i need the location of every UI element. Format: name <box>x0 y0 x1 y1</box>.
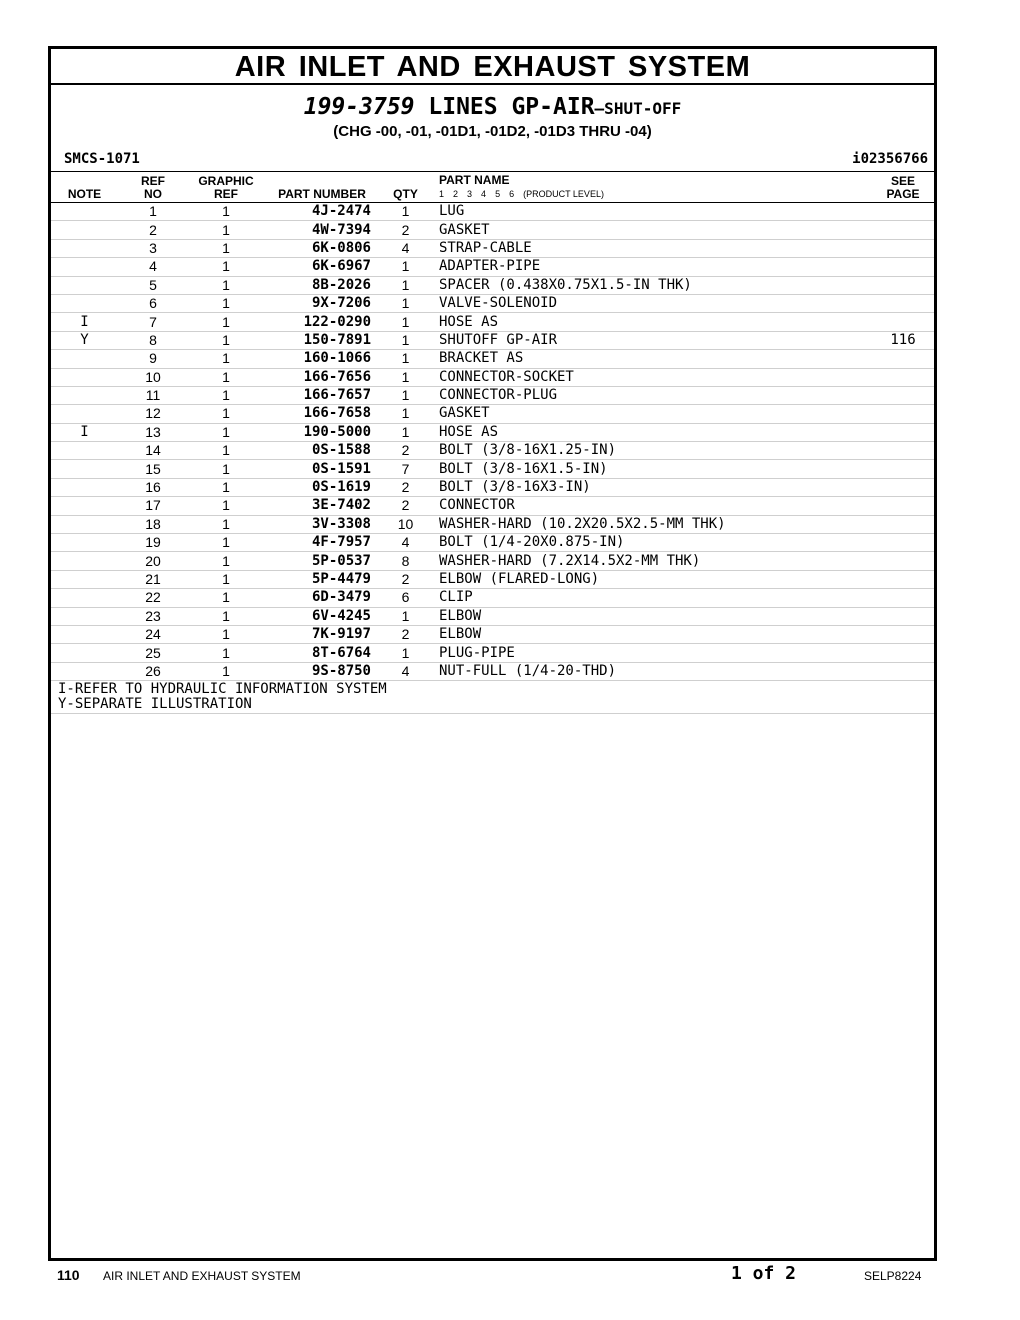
see-page <box>872 662 934 680</box>
quantity: 2 <box>380 442 431 460</box>
col-see-page-line1: SEE <box>890 174 915 188</box>
document-id: i02356766 <box>852 151 928 167</box>
quantity: 1 <box>380 313 431 331</box>
table-row <box>51 386 934 404</box>
col-ref-no-line1: REF <box>141 174 165 188</box>
part-name: STRAP-CABLE <box>431 239 872 257</box>
part-note <box>51 239 118 257</box>
graphic-ref: 1 <box>188 662 264 680</box>
table-row <box>51 350 934 368</box>
see-page <box>872 589 934 607</box>
table-row <box>51 534 934 552</box>
part-name: HOSE AS <box>431 423 872 441</box>
part-number: 150-7891 <box>264 331 380 349</box>
part-name: ELBOW (FLARED-LONG) <box>431 570 872 588</box>
table-row <box>51 662 934 680</box>
part-note <box>51 221 118 239</box>
ref-no: 21 <box>118 570 188 588</box>
see-page <box>872 405 934 423</box>
graphic-ref: 1 <box>188 497 264 515</box>
quantity: 1 <box>380 294 431 312</box>
table-row <box>51 313 934 331</box>
level-6: 6 <box>509 189 515 199</box>
graphic-ref: 1 <box>188 203 264 221</box>
see-page <box>872 570 934 588</box>
part-name: CONNECTOR-SOCKET <box>431 368 872 386</box>
quantity: 4 <box>380 534 431 552</box>
table-row <box>51 239 934 257</box>
level-4: 4 <box>481 189 487 199</box>
part-number: 7K-9197 <box>264 625 380 643</box>
parts-table <box>51 171 934 681</box>
quantity: 4 <box>380 662 431 680</box>
smcs-code: SMCS-1071 <box>64 151 140 167</box>
part-note <box>51 534 118 552</box>
part-note <box>51 350 118 368</box>
graphic-ref: 1 <box>188 294 264 312</box>
ref-no: 24 <box>118 625 188 643</box>
ref-no: 11 <box>118 386 188 404</box>
see-page <box>872 239 934 257</box>
part-number: 166-7658 <box>264 405 380 423</box>
ref-no: 3 <box>118 239 188 257</box>
part-number: 5P-4479 <box>264 570 380 588</box>
table-row <box>51 368 934 386</box>
footer-publication: SELP8224 <box>864 1269 922 1283</box>
part-note <box>51 607 118 625</box>
change-line: (CHG -00, -01, -01D1, -01D2, -01D3 THRU -04) <box>333 123 652 140</box>
col-qty: QTY <box>380 172 431 203</box>
see-page: 116 <box>872 331 934 349</box>
table-row <box>51 570 934 588</box>
col-see-page-line2: PAGE <box>886 187 920 201</box>
see-page <box>872 625 934 643</box>
part-note: Y <box>51 331 118 349</box>
col-graphic-ref <box>188 172 264 203</box>
ref-no: 23 <box>118 607 188 625</box>
quantity: 8 <box>380 552 431 570</box>
part-number: 8T-6764 <box>264 644 380 662</box>
quantity: 1 <box>380 203 431 221</box>
part-number: 6K-0806 <box>264 239 380 257</box>
ref-no: 7 <box>118 313 188 331</box>
part-number: 190-5000 <box>264 423 380 441</box>
part-note <box>51 515 118 533</box>
quantity: 2 <box>380 221 431 239</box>
see-page <box>872 607 934 625</box>
quantity: 7 <box>380 460 431 478</box>
note-y: Y-SEPARATE ILLUSTRATION <box>58 696 252 713</box>
ref-no: 19 <box>118 534 188 552</box>
part-name: ADAPTER-PIPE <box>431 258 872 276</box>
see-page <box>872 368 934 386</box>
graphic-ref: 1 <box>188 625 264 643</box>
table-row <box>51 276 934 294</box>
level-1: 1 <box>439 189 445 199</box>
ref-no: 26 <box>118 662 188 680</box>
part-note <box>51 442 118 460</box>
quantity: 1 <box>380 386 431 404</box>
graphic-ref: 1 <box>188 423 264 441</box>
level-3: 3 <box>467 189 473 199</box>
table-row <box>51 331 934 349</box>
smcs-row <box>51 149 934 171</box>
quantity: 2 <box>380 570 431 588</box>
graphic-ref: 1 <box>188 607 264 625</box>
part-note <box>51 662 118 680</box>
ref-no: 20 <box>118 552 188 570</box>
col-part-name <box>431 172 872 203</box>
see-page <box>872 350 934 368</box>
table-row <box>51 552 934 570</box>
see-page <box>872 644 934 662</box>
col-part-name-label: PART NAME <box>439 173 510 187</box>
quantity: 2 <box>380 625 431 643</box>
footer-section-name: AIR INLET AND EXHAUST SYSTEM <box>103 1269 301 1283</box>
ref-no: 8 <box>118 331 188 349</box>
see-page <box>872 386 934 404</box>
see-page <box>872 534 934 552</box>
part-name: BOLT (3/8-16X3-IN) <box>431 478 872 496</box>
part-name: NUT-FULL (1/4-20-THD) <box>431 662 872 680</box>
col-ref-no <box>118 172 188 203</box>
level-label: (PRODUCT LEVEL) <box>523 189 604 199</box>
graphic-ref: 1 <box>188 460 264 478</box>
ref-no: 17 <box>118 497 188 515</box>
part-name: CONNECTOR-PLUG <box>431 386 872 404</box>
ref-no: 9 <box>118 350 188 368</box>
level-5: 5 <box>495 189 501 199</box>
table-row <box>51 589 934 607</box>
part-note <box>51 589 118 607</box>
notes-section <box>51 681 934 714</box>
part-number: 8B-2026 <box>264 276 380 294</box>
ref-no: 5 <box>118 276 188 294</box>
part-number: 3E-7402 <box>264 497 380 515</box>
table-row <box>51 478 934 496</box>
see-page <box>872 276 934 294</box>
part-name: CONNECTOR <box>431 497 872 515</box>
system-title: AIR INLET AND EXHAUST SYSTEM <box>51 49 934 85</box>
part-note <box>51 203 118 221</box>
see-page <box>872 442 934 460</box>
part-note <box>51 497 118 515</box>
part-name: CLIP <box>431 589 872 607</box>
col-graphic-ref-line2: REF <box>214 187 238 201</box>
quantity: 1 <box>380 276 431 294</box>
graphic-ref: 1 <box>188 386 264 404</box>
quantity: 1 <box>380 644 431 662</box>
table-row <box>51 423 934 441</box>
quantity: 10 <box>380 515 431 533</box>
part-number: 6V-4245 <box>264 607 380 625</box>
ref-no: 1 <box>118 203 188 221</box>
part-number: 4W-7394 <box>264 221 380 239</box>
part-number: 4F-7957 <box>264 534 380 552</box>
see-page <box>872 203 934 221</box>
graphic-ref: 1 <box>188 515 264 533</box>
part-note <box>51 460 118 478</box>
see-page <box>872 258 934 276</box>
table-row <box>51 515 934 533</box>
part-note <box>51 405 118 423</box>
graphic-ref: 1 <box>188 331 264 349</box>
ref-no: 6 <box>118 294 188 312</box>
footer-page-number: 110 <box>57 1267 80 1283</box>
part-name: ELBOW <box>431 607 872 625</box>
part-number: 6D-3479 <box>264 589 380 607</box>
graphic-ref: 1 <box>188 552 264 570</box>
parts-table-body <box>51 203 934 681</box>
graphic-ref: 1 <box>188 570 264 588</box>
graphic-ref: 1 <box>188 221 264 239</box>
part-note <box>51 478 118 496</box>
part-name: SHUTOFF GP-AIR <box>431 331 872 349</box>
part-name: HOSE AS <box>431 313 872 331</box>
part-number: 6K-6967 <box>264 258 380 276</box>
ref-no: 22 <box>118 589 188 607</box>
quantity: 1 <box>380 368 431 386</box>
quantity: 1 <box>380 607 431 625</box>
page-footer <box>0 1263 1020 1287</box>
graphic-ref: 1 <box>188 589 264 607</box>
ref-no: 13 <box>118 423 188 441</box>
quantity: 2 <box>380 497 431 515</box>
table-row <box>51 405 934 423</box>
quantity: 2 <box>380 478 431 496</box>
part-number: 0S-1588 <box>264 442 380 460</box>
part-name: PLUG-PIPE <box>431 644 872 662</box>
part-number: 0S-1619 <box>264 478 380 496</box>
part-name: GASKET <box>431 405 872 423</box>
part-name: SPACER (0.438X0.75X1.5-IN THK) <box>431 276 872 294</box>
table-row <box>51 203 934 221</box>
part-name: ELBOW <box>431 625 872 643</box>
product-levels <box>439 188 872 201</box>
part-name: BOLT (3/8-16X1.5-IN) <box>431 460 872 478</box>
note-i: I-REFER TO HYDRAULIC INFORMATION SYSTEM <box>58 681 387 698</box>
ref-no: 25 <box>118 644 188 662</box>
graphic-ref: 1 <box>188 350 264 368</box>
part-name: BOLT (3/8-16X1.25-IN) <box>431 442 872 460</box>
quantity: 4 <box>380 239 431 257</box>
quantity: 1 <box>380 423 431 441</box>
quantity: 1 <box>380 258 431 276</box>
graphic-ref: 1 <box>188 478 264 496</box>
part-number: 9S-8750 <box>264 662 380 680</box>
table-row <box>51 294 934 312</box>
ref-no: 2 <box>118 221 188 239</box>
see-page <box>872 497 934 515</box>
col-note: NOTE <box>51 172 118 203</box>
col-see-page <box>872 172 934 203</box>
part-note <box>51 258 118 276</box>
part-name: GASKET <box>431 221 872 239</box>
see-page <box>872 313 934 331</box>
table-row <box>51 221 934 239</box>
ref-no: 12 <box>118 405 188 423</box>
part-name: LUG <box>431 203 872 221</box>
quantity: 1 <box>380 405 431 423</box>
part-number: 3V-3308 <box>264 515 380 533</box>
see-page <box>872 294 934 312</box>
see-page <box>872 478 934 496</box>
part-number: 166-7657 <box>264 386 380 404</box>
level-2: 2 <box>453 189 459 199</box>
table-row <box>51 497 934 515</box>
ref-no: 15 <box>118 460 188 478</box>
group-suffix: —SHUT-OFF <box>594 99 682 118</box>
part-note: I <box>51 423 118 441</box>
part-name: WASHER-HARD (7.2X14.5X2-MM THK) <box>431 552 872 570</box>
see-page <box>872 515 934 533</box>
part-name: WASHER-HARD (10.2X20.5X2.5-MM THK) <box>431 515 872 533</box>
part-note <box>51 570 118 588</box>
table-row <box>51 442 934 460</box>
group-title <box>51 93 934 123</box>
part-number: 5P-0537 <box>264 552 380 570</box>
part-number: 122-0290 <box>264 313 380 331</box>
group-number: 199-3759 <box>303 94 415 120</box>
ref-no: 16 <box>118 478 188 496</box>
col-ref-no-line2: NO <box>144 187 162 201</box>
part-note <box>51 276 118 294</box>
part-number: 160-1066 <box>264 350 380 368</box>
graphic-ref: 1 <box>188 644 264 662</box>
part-note <box>51 552 118 570</box>
table-row <box>51 460 934 478</box>
part-number: 166-7656 <box>264 368 380 386</box>
part-note <box>51 368 118 386</box>
ref-no: 4 <box>118 258 188 276</box>
part-name: BOLT (1/4-20X0.875-IN) <box>431 534 872 552</box>
ref-no: 10 <box>118 368 188 386</box>
graphic-ref: 1 <box>188 405 264 423</box>
part-note <box>51 294 118 312</box>
part-note <box>51 625 118 643</box>
part-name: BRACKET AS <box>431 350 872 368</box>
graphic-ref: 1 <box>188 239 264 257</box>
graphic-ref: 1 <box>188 442 264 460</box>
footer-page-of: 1 of 2 <box>731 1263 797 1284</box>
see-page <box>872 423 934 441</box>
graphic-ref: 1 <box>188 534 264 552</box>
table-row <box>51 625 934 643</box>
part-number: 9X-7206 <box>264 294 380 312</box>
part-number: 4J-2474 <box>264 203 380 221</box>
graphic-ref: 1 <box>188 313 264 331</box>
page-frame <box>48 46 937 1261</box>
table-row <box>51 607 934 625</box>
table-row <box>51 644 934 662</box>
see-page <box>872 552 934 570</box>
part-number: 0S-1591 <box>264 460 380 478</box>
table-header-row <box>51 172 934 203</box>
part-note <box>51 386 118 404</box>
part-note <box>51 644 118 662</box>
graphic-ref: 1 <box>188 276 264 294</box>
table-row <box>51 258 934 276</box>
see-page <box>872 460 934 478</box>
col-part-number: PART NUMBER <box>264 172 380 203</box>
quantity: 1 <box>380 350 431 368</box>
quantity: 1 <box>380 331 431 349</box>
quantity: 6 <box>380 589 431 607</box>
col-graphic-ref-line1: GRAPHIC <box>198 174 254 188</box>
ref-no: 14 <box>118 442 188 460</box>
graphic-ref: 1 <box>188 368 264 386</box>
ref-no: 18 <box>118 515 188 533</box>
see-page <box>872 221 934 239</box>
graphic-ref: 1 <box>188 258 264 276</box>
part-name: VALVE-SOLENOID <box>431 294 872 312</box>
group-name: LINES GP-AIR <box>428 94 595 120</box>
part-note: I <box>51 313 118 331</box>
